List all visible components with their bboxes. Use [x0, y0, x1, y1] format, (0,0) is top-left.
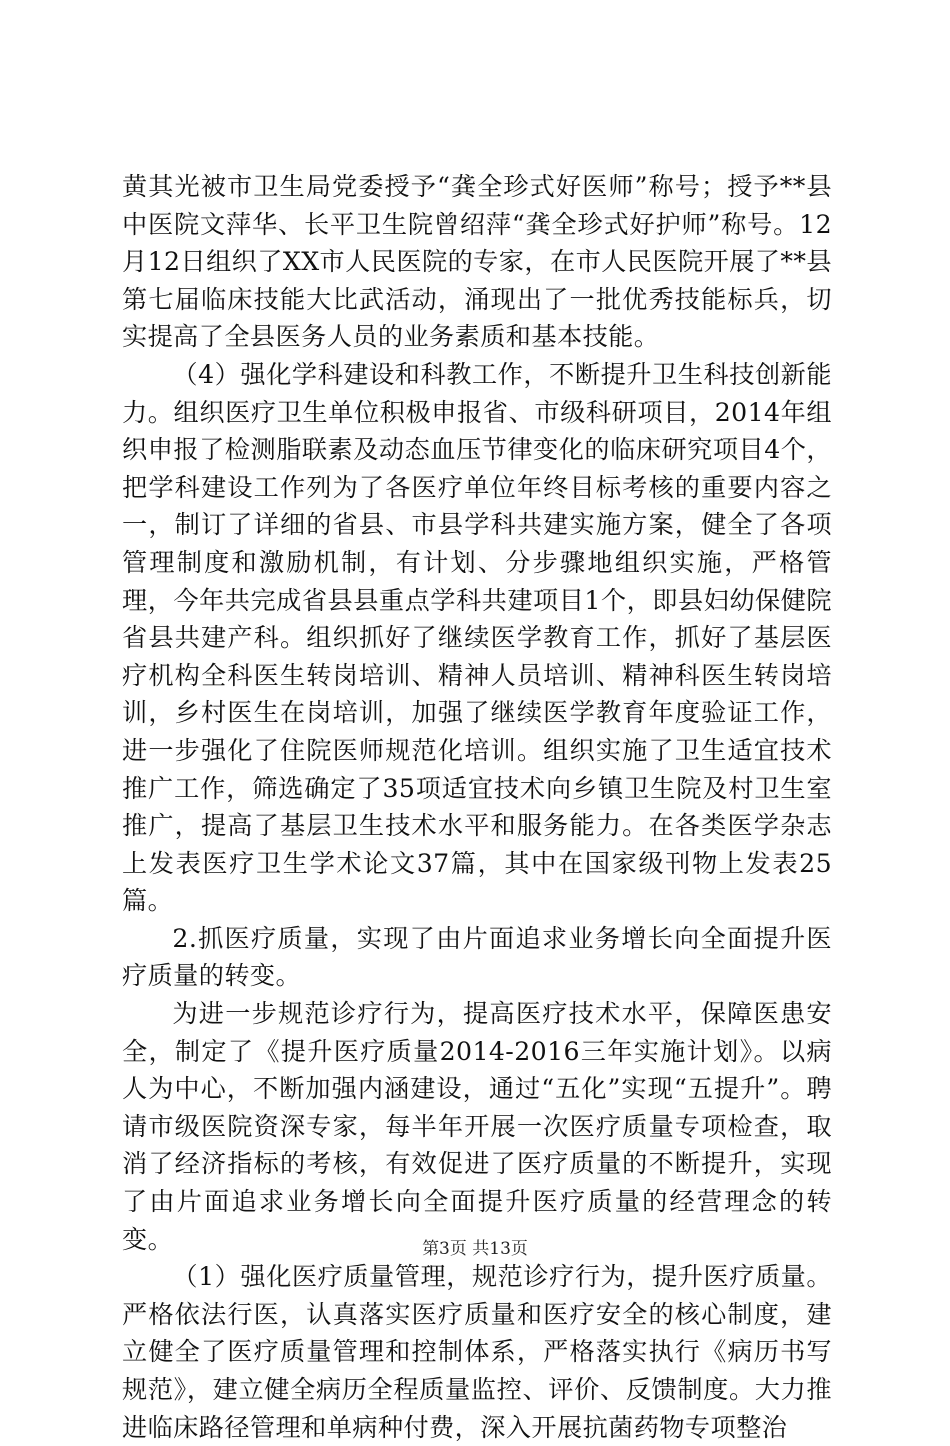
page-footer: 第3页 共13页: [422, 1239, 528, 1259]
paragraph-continuation: 黄其光被市卫生局党委授予“龚全珍式好医师”称号；授予**县中医院文萍华、长平卫生院曾绍萍“龚全珍式好护师”称号。12月12日组织了XX市人民医院的专家，在市人民医院开展了**县第七届临床技能大比武活动，涌现出了一批优秀技能标兵，切实提高了全县医务人员的业务素质和基本技能。: [122, 172, 832, 352]
paragraph-discipline-building: （4）强化学科建设和科教工作，不断提升卫生科技创新能力。组织医疗卫生单位积极申报省、市级科研项目，2014年组织申报了检测脂联素及动态血压节律变化的临床研究项目4个，把学科建设工作列为了各医疗单位年终目标考核的重要内容之一，制订了详细的省县、市县学科共建实施方案，健全了各项管理制度和激励机制，有计划、分步骤地组织实施，严格管理，今年共完成省县县重点学科共建项目1个，即县妇幼保健院省县共建产科。组织抓好了继续医学教育工作，抓好了基层医疗机构全科医生转岗培训、精神人员培训、精神科医生转岗培训，乡村医生在岗培训，加强了继续医学教育年度验证工作，进一步强化了住院医师规范化培训。组织实施了卫生适宜技术推广工作，筛选确定了35项适宜技术向乡镇卫生院及村卫生室推广，提高了基层卫生技术水平和服务能力。在各类医学杂志上发表医疗卫生学术论文37篇，其中在国家级刊物上发表25篇。: [122, 359, 832, 916]
paragraph-quality-management: （1）强化医疗质量管理，规范诊疗行为，提升医疗质量。严格依法行医，认真落实医疗质量和医疗安全的核心制度，建立健全了医疗质量管理和控制体系，严格落实执行《病历书写规范》，建立健全病历全程质量监控、评价、反馈制度。大力推进临床路径管理和单病种付费，深入开展抗菌药物专项整治: [122, 1262, 832, 1442]
paragraph-quality-plan: 为进一步规范诊疗行为，提高医疗技术水平，保障医患安全，制定了《提升医疗质量2014-2016三年实施计划》。以病人为中心，不断加强内涵建设，通过“五化”实现“五提升”。聘请市级医院资深专家，每半年开展一次医疗质量专项检查，取消了经济指标的考核，有效促进了医疗质量的不断提升，实现了由片面追求业务增长向全面提升医疗质量的经营理念的转变。: [122, 999, 832, 1254]
section-heading-medical-quality: 2.抓医疗质量，实现了由片面追求业务增长向全面提升医疗质量的转变。: [122, 923, 832, 991]
